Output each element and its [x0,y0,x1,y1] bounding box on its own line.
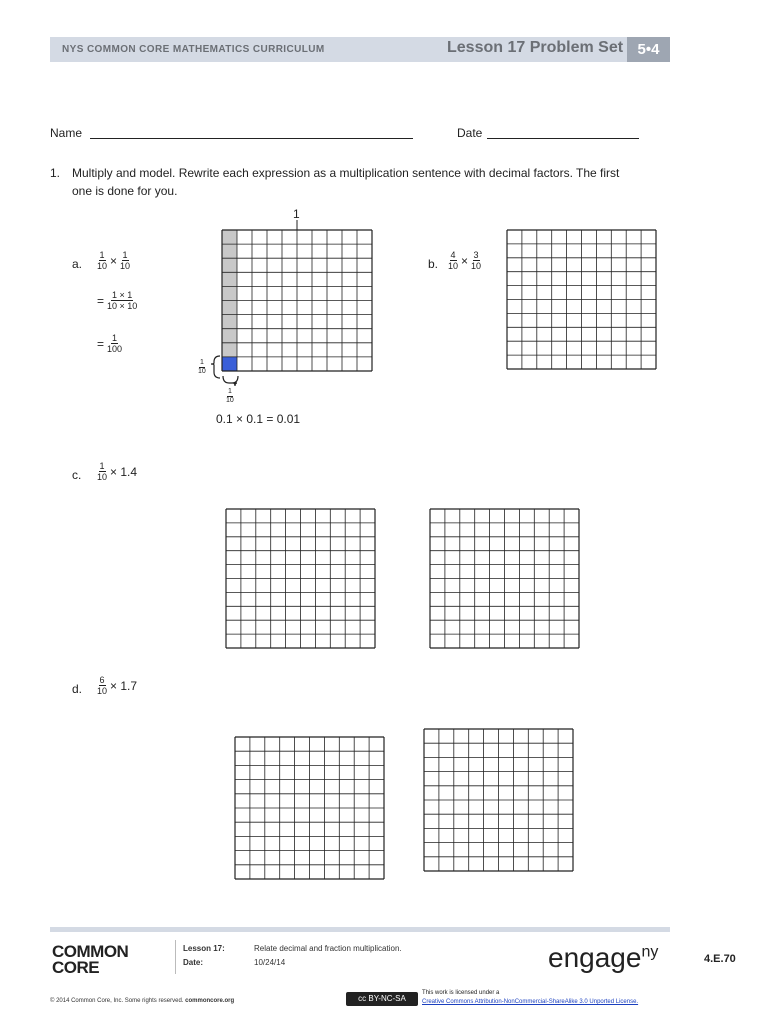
part-c-expression: $\frac{1}{10}$ × 1.4 [97,461,138,482]
fraction: $\frac{1}{10}$ [97,250,108,271]
part-d-grid-2[interactable] [423,728,575,873]
part-a-step3: = $\frac{1}{100}$ [97,333,123,354]
grid-whole-label: 1 [293,207,300,221]
grade-module-badge: 5•4 [627,37,670,62]
common-core-logo: COMMON CORE [52,942,129,977]
cc-license-badge[interactable]: cc BY-NC-SA [346,992,418,1006]
footer-date-value: 10/24/14 [254,958,286,967]
instructions-line1: Multiply and model. Rewrite each expression as a multiplication sentence with decimal factors. The first [72,166,620,180]
footer-divider [175,940,176,974]
footer-date-label: Date: [183,958,204,967]
instructions-line2: one is done for you. [72,184,178,198]
part-c-grid-1[interactable] [225,508,377,650]
engageny-logo: engage$^{ny}$ [548,942,659,973]
part-d-label: d. [72,682,83,696]
part-c-grid-2[interactable] [429,508,581,650]
fraction: $\frac{1 \times 1}{10 \times 10}$ [107,290,138,311]
license-link[interactable]: Creative Commons Attribution-NonCommercial-ShareAlike 3.0 Unported License. [422,999,639,1005]
shaded-hundredth-cell [222,357,237,371]
curriculum-title: NYS COMMON CORE MATHEMATICS CURRICULUM [62,44,325,55]
part-a-expression [97,250,130,271]
part-a-step2: = $\frac{1 \times 1}{10 \times 10}$ [97,290,138,311]
part-b-grid[interactable] [506,229,658,371]
name-label: Name [50,126,83,140]
part-d-grid-1[interactable] [234,736,386,881]
part-c-label: c. [72,468,82,482]
grid-cells [222,230,372,371]
times-sign: × [110,253,118,268]
part-a-answer: 0.1 × 0.1 = 0.01 [216,412,301,426]
date-label: Date [457,126,483,140]
side-fraction: $\frac{1}{10}$ [198,359,206,376]
fraction: $\frac{4}{10}$ [448,250,459,271]
date-field[interactable] [487,126,639,139]
footer-rule [50,927,670,932]
fraction: $\frac{3}{10}$ [471,250,482,271]
fraction: $\frac{1}{10}$ [97,461,108,482]
part-b-expression: $\frac{4}{10}$ × $\frac{3}{10}$ [448,250,482,271]
footer-lesson-value: Relate decimal and fraction multiplication. [254,944,402,953]
part-a-label: a. [72,257,83,271]
footer-lesson-label: Lesson 17: [183,944,225,953]
fraction: $\frac{1}{10}$ [120,250,131,271]
bottom-fraction: $\frac{1}{10}$ [226,388,234,405]
part-a-model-grid [190,220,390,415]
license-text: This work is licensed under a [422,990,500,996]
page-number: 4.E.70 [704,953,736,965]
side-brace [211,356,220,378]
lesson-title: Lesson 17 Problem Set [447,39,624,56]
part-d-expression: $\frac{6}{10}$ × 1.7 [97,675,138,696]
part-b-label: b. [428,257,439,271]
fraction: $\frac{6}{10}$ [97,675,108,696]
copyright: © 2014 Common Core, Inc. Some rights reserved. commoncore.org [50,998,235,1004]
name-field[interactable] [90,126,413,139]
fraction: $\frac{1}{100}$ [107,333,123,354]
bottom-brace [223,376,238,386]
problem-number: 1. [50,166,61,180]
